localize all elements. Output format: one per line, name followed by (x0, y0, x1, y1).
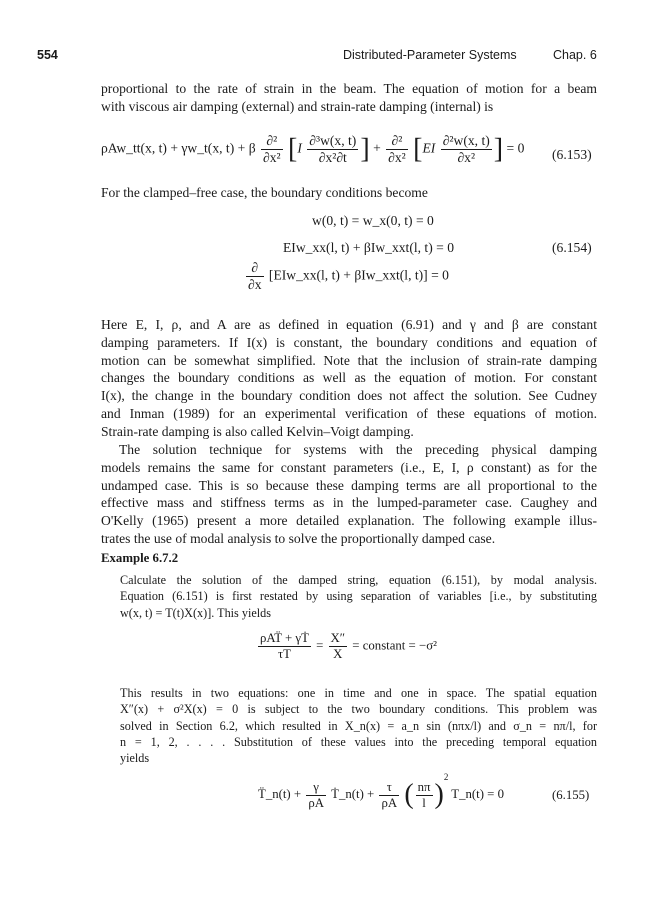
bc-intro: For the clamped–free case, the boundary conditions become (101, 185, 428, 200)
fraction: $\frac{\gamma}{\rho A}$ (308, 779, 324, 810)
left-bracket: [ (288, 133, 298, 165)
eq-6-154-line3: $\frac{\partial}{\partial x}$ [EIw_xx(l, t) + βIw_xxt(l, t)] = 0 (248, 260, 449, 292)
text-line: X″(x) + σ²X(x) = 0 is subject to the two boundary conditions. This problem was (120, 702, 597, 717)
paragraph (101, 441, 597, 548)
equation-6-153: ρAw_tt(x, t) + γw_t(x, t) + β $\frac{\text{∂²}}{\text{∂x²}}$ [I $\frac{\text{∂³w(x, t)}}{\text{∂x²∂t}}$ ] + $\frac{\text{∂²}}{\text{∂x²}}$ [EI $\frac{\text{∂²w(x, t)}}{\text{∂x²}}$ ] = 0 (101, 133, 525, 165)
text-line: n = 1, 2, . . . . Substitution of these values into the preceding temporal equation (120, 734, 597, 749)
fraction: $\frac{\text{∂²}}{\text{∂x²}}$ (388, 133, 406, 165)
paragraph (101, 316, 597, 441)
text-line: undamped case. This is so because these damping terms are all proportional to the (101, 477, 597, 493)
right-paren: ) (434, 779, 444, 811)
fraction: $\frac{X''}{X}$ (330, 631, 346, 661)
left-bracket: [ (413, 133, 423, 165)
right-bracket: ] (493, 133, 504, 165)
example-text (120, 572, 597, 621)
chapter-label: Chap. 6 (553, 48, 597, 62)
text-line: motion can be somewhat simplified. Note that the inclusion of strain-rate damping (101, 352, 597, 368)
text-line: proportional to the rate of strain in the beam. The equation of motion for a beam (101, 81, 597, 96)
text-line: trates the use of modal analysis to solve the proportionally damped case. (101, 530, 496, 546)
text-line: solved in Section 6.2, which resulted in X_n(x) = a_n sin (nπx/l) and σ_n = nπ/l, for (120, 718, 597, 733)
fraction: $\frac{\partial}{\partial x}$ (248, 260, 262, 292)
text-line: O'Kelly (1965) present a more detailed explanation. The following example illus- (101, 513, 597, 529)
eq-6-154-line2: EIw_xx(l, t) + βIw_xxt(l, t) = 0 (283, 240, 454, 255)
example-equation: $\frac{\text{ρAT̈ + γṪ}}{\tau T}$ = $\frac{X''}{X}$ = constant = −σ² (260, 631, 437, 661)
text-line: Here E, I, ρ, and A are as defined in equation (6.91) and γ and β are constant (101, 317, 597, 332)
text-line: This results in two equations: one in time and one in space. The spatial equation (120, 686, 597, 700)
text-line: w(x, t) = T(t)X(x)]. This yields (120, 605, 271, 620)
fraction: $\frac{\text{∂³w(x, t)}}{\text{∂x²∂t}}$ (309, 133, 357, 165)
text-line: I(x), the change in the boundary condition does not affect the solution. See Cudney (101, 388, 597, 404)
text-line: effective mass and stiffness terms as in the lumped-parameter case. Caughey and (101, 495, 597, 511)
running-header: Distributed-Parameter Systems (343, 48, 517, 62)
text-line: Equation (6.151) is first restated by using separation of variables [i.e., by substituting (120, 589, 597, 604)
example-heading: Example 6.7.2 (101, 551, 179, 565)
eq-lhs: ρAw_tt(x, t) + γw_t(x, t) + β (101, 140, 256, 156)
text-line: yields (120, 751, 150, 766)
equation-number: (6.153) (552, 147, 592, 162)
fraction: $\frac{\tau}{\rho A}$ (381, 779, 398, 810)
example-text (120, 685, 597, 766)
fraction: $\frac{\text{∂²w(x, t)}}{\text{∂x²}}$ (442, 133, 490, 165)
right-bracket: ] (360, 133, 370, 165)
text-line: Strain-rate damping is also called Kelvin–Voigt damping. (101, 423, 414, 439)
intro-paragraph (101, 80, 597, 116)
eq-6-154-line1: w(0, t) = w_x(0, t) = 0 (312, 213, 434, 228)
text-line: changes the boundary conditions as well as the equation of motion. For constant (101, 370, 597, 386)
text-line: with viscous air damping (external) and strain-rate damping (internal) is (101, 98, 494, 114)
equation-6-155: T̈_n(t) + $\frac{\gamma}{\rho A}$ Ṫ_n(t) + $\frac{\tau}{\rho A}$ ( $\frac{n\pi}{l}$ )$^2$ T_n(t) = 0 (258, 772, 504, 811)
page-number: 554 (37, 48, 58, 62)
text-line: models remains the same for constant parameters (i.e., E, I, ρ constant) as for the (101, 459, 597, 475)
fraction: $\frac{\text{ρAT̈ + γṪ}}{\tau T}$ (260, 631, 309, 661)
left-paren: ( (404, 779, 414, 811)
fraction: $\frac{\text{∂²}}{\text{∂x²}}$ (263, 133, 281, 165)
equation-number: (6.154) (552, 240, 592, 255)
text-line: damping parameters. If I(x) is constant, the boundary conditions and equation of (101, 334, 597, 350)
equation-number: (6.155) (552, 788, 590, 802)
text-line: Calculate the solution of the damped string, equation (6.151), by modal analysis. (120, 573, 597, 587)
fraction: $\frac{n\pi}{l}$ (417, 779, 431, 810)
text-line: and Inman (1989) for an experimental verification of these equations of motion. (101, 405, 597, 421)
text-line: The solution technique for systems with the preceding physical damping (119, 442, 597, 457)
